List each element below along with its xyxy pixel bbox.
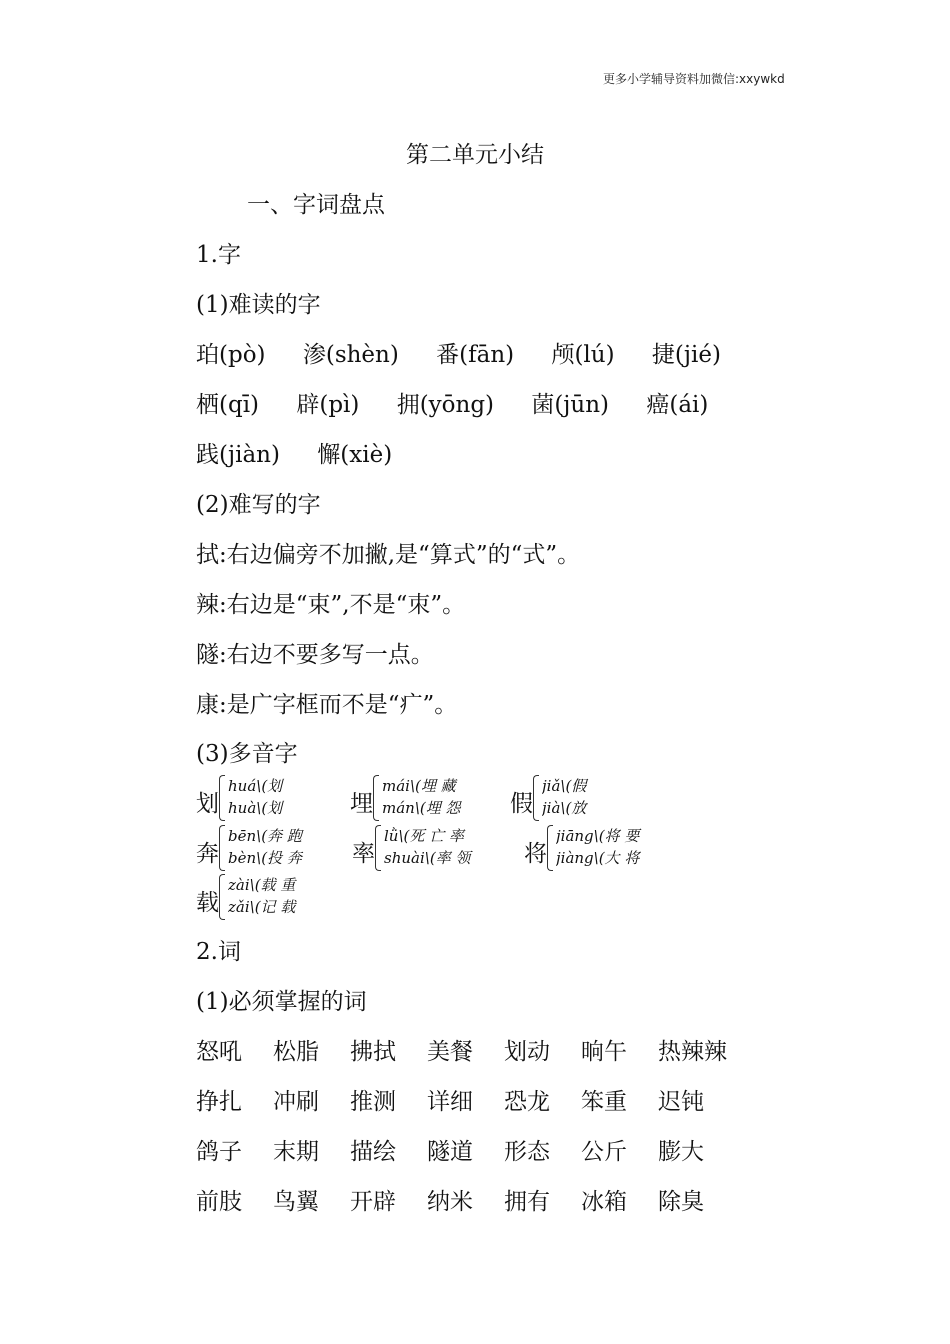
- polyphone-char: 假: [510, 791, 533, 817]
- list-item: 划动: [504, 1039, 550, 1065]
- hard-write-line: 辣:右边是“束”,不是“朿”。: [196, 592, 466, 618]
- brace-icon: [219, 825, 225, 871]
- list-item: 形态: [504, 1139, 550, 1165]
- hard-read-row-3: [196, 436, 422, 469]
- list-item: 珀(pò): [196, 342, 266, 368]
- list-item: 详细: [427, 1089, 473, 1115]
- polyphone-reading: jiāng\(将 要: [556, 827, 640, 845]
- list-item: 拥(yōng): [396, 392, 495, 418]
- list-item: 怒吼: [196, 1039, 242, 1065]
- subheading-characters: 1.字: [196, 242, 241, 268]
- list-item: 栖(qī): [196, 392, 260, 418]
- brace-icon: [219, 874, 225, 920]
- list-item: 纳米: [427, 1189, 473, 1215]
- page-title: 第二单元小结: [406, 142, 544, 168]
- header-note: 更多小学辅导资料加微信:xxywkd: [603, 72, 785, 86]
- polyphone-reading: shuài\(率 领: [384, 849, 471, 867]
- list-item: 末期: [273, 1139, 319, 1165]
- list-item: 癌(ái): [646, 392, 709, 418]
- word-row-2: [196, 1083, 735, 1116]
- list-item: 晌午: [581, 1039, 627, 1065]
- list-item: 推测: [350, 1089, 396, 1115]
- polyphone-char: 埋: [350, 791, 373, 817]
- polyphone-reading: zǎi\(记 载: [228, 898, 296, 916]
- list-item: 膨大: [658, 1139, 704, 1165]
- hard-write-line: 康:是广字框而不是“疒”。: [196, 692, 458, 718]
- polyphone-group: [196, 825, 336, 871]
- list-item: 冰箱: [581, 1189, 627, 1215]
- polyphone-reading: zài\(载 重: [228, 876, 296, 894]
- list-item: 前肢: [196, 1189, 242, 1215]
- list-item: 拂拭: [350, 1039, 396, 1065]
- list-item: 番(fān): [436, 342, 515, 368]
- list-item: 捷(jié): [651, 342, 721, 368]
- brace-icon: [375, 825, 381, 871]
- polyphone-char: 载: [196, 890, 219, 916]
- polyphone-reading: jiǎ\(假: [542, 777, 587, 795]
- word-row-1: [196, 1033, 735, 1066]
- polyphone-reading: huá\(划: [228, 777, 283, 795]
- list-item: 懈(xiè): [317, 442, 393, 468]
- polyphone-reading: jià\(放: [542, 799, 587, 817]
- polyphone-group: [524, 825, 674, 871]
- list-item: 美餐: [427, 1039, 473, 1065]
- list-item: 公斤: [581, 1139, 627, 1165]
- list-item: 恐龙: [504, 1089, 550, 1115]
- polyphone-group: [352, 825, 502, 871]
- list-item: 笨重: [581, 1089, 627, 1115]
- polyphone-group: [196, 874, 336, 920]
- list-item: 松脂: [273, 1039, 319, 1065]
- list-item: 践(jiàn): [196, 442, 280, 468]
- hard-write-line: 拭:右边偏旁不加撇,是“算式”的“式”。: [196, 542, 581, 568]
- list-item: 颅(lú): [551, 342, 615, 368]
- brace-icon: [533, 775, 539, 821]
- list-item: 热辣辣: [658, 1039, 727, 1065]
- subheading-words: 2.词: [196, 939, 241, 965]
- polyphone-char: 率: [352, 841, 375, 867]
- polyphone-reading: mái\(埋 藏: [382, 777, 456, 795]
- hard-read-row-2: [196, 386, 738, 419]
- polyphone-reading: bèn\(投 奔: [228, 849, 302, 867]
- polyphone-char: 将: [524, 841, 547, 867]
- hard-write-line: 隧:右边不要多写一点。: [196, 642, 434, 668]
- words-heading: (1)必须掌握的词: [196, 989, 367, 1015]
- polyphone-char: 奔: [196, 841, 219, 867]
- word-row-4: [196, 1183, 735, 1216]
- list-item: 迟钝: [658, 1089, 704, 1115]
- list-item: 拥有: [504, 1189, 550, 1215]
- list-item: 开辟: [350, 1189, 396, 1215]
- list-item: 鸟翼: [273, 1189, 319, 1215]
- list-item: 渗(shèn): [302, 342, 399, 368]
- polyphone-reading: lǜ\(死 亡 率: [384, 827, 464, 845]
- hard-read-heading: (1)难读的字: [196, 292, 321, 318]
- list-item: 冲刷: [273, 1089, 319, 1115]
- polyphone-reading: mán\(埋 怨: [382, 799, 461, 817]
- section-heading-word-review: 一、字词盘点: [247, 192, 385, 218]
- polyphone-reading: bēn\(奔 跑: [228, 827, 302, 845]
- polyphone-heading: (3)多音字: [196, 741, 298, 767]
- hard-write-heading: (2)难写的字: [196, 492, 321, 518]
- list-item: 挣扎: [196, 1089, 242, 1115]
- hard-read-row-1: [196, 336, 751, 369]
- polyphone-group: [350, 775, 502, 821]
- polyphone-char: 划: [196, 791, 219, 817]
- polyphone-reading: huà\(划: [228, 799, 283, 817]
- list-item: 除臭: [658, 1189, 704, 1215]
- list-item: 隧道: [427, 1139, 473, 1165]
- brace-icon: [219, 775, 225, 821]
- polyphone-reading: jiàng\(大 将: [556, 849, 640, 867]
- list-item: 辟(pì): [296, 392, 360, 418]
- polyphone-group: [510, 775, 620, 821]
- list-item: 菌(jūn): [531, 392, 610, 418]
- list-item: 鸽子: [196, 1139, 242, 1165]
- polyphone-group: [196, 775, 336, 821]
- brace-icon: [547, 825, 553, 871]
- list-item: 描绘: [350, 1139, 396, 1165]
- word-row-3: [196, 1133, 735, 1166]
- brace-icon: [373, 775, 379, 821]
